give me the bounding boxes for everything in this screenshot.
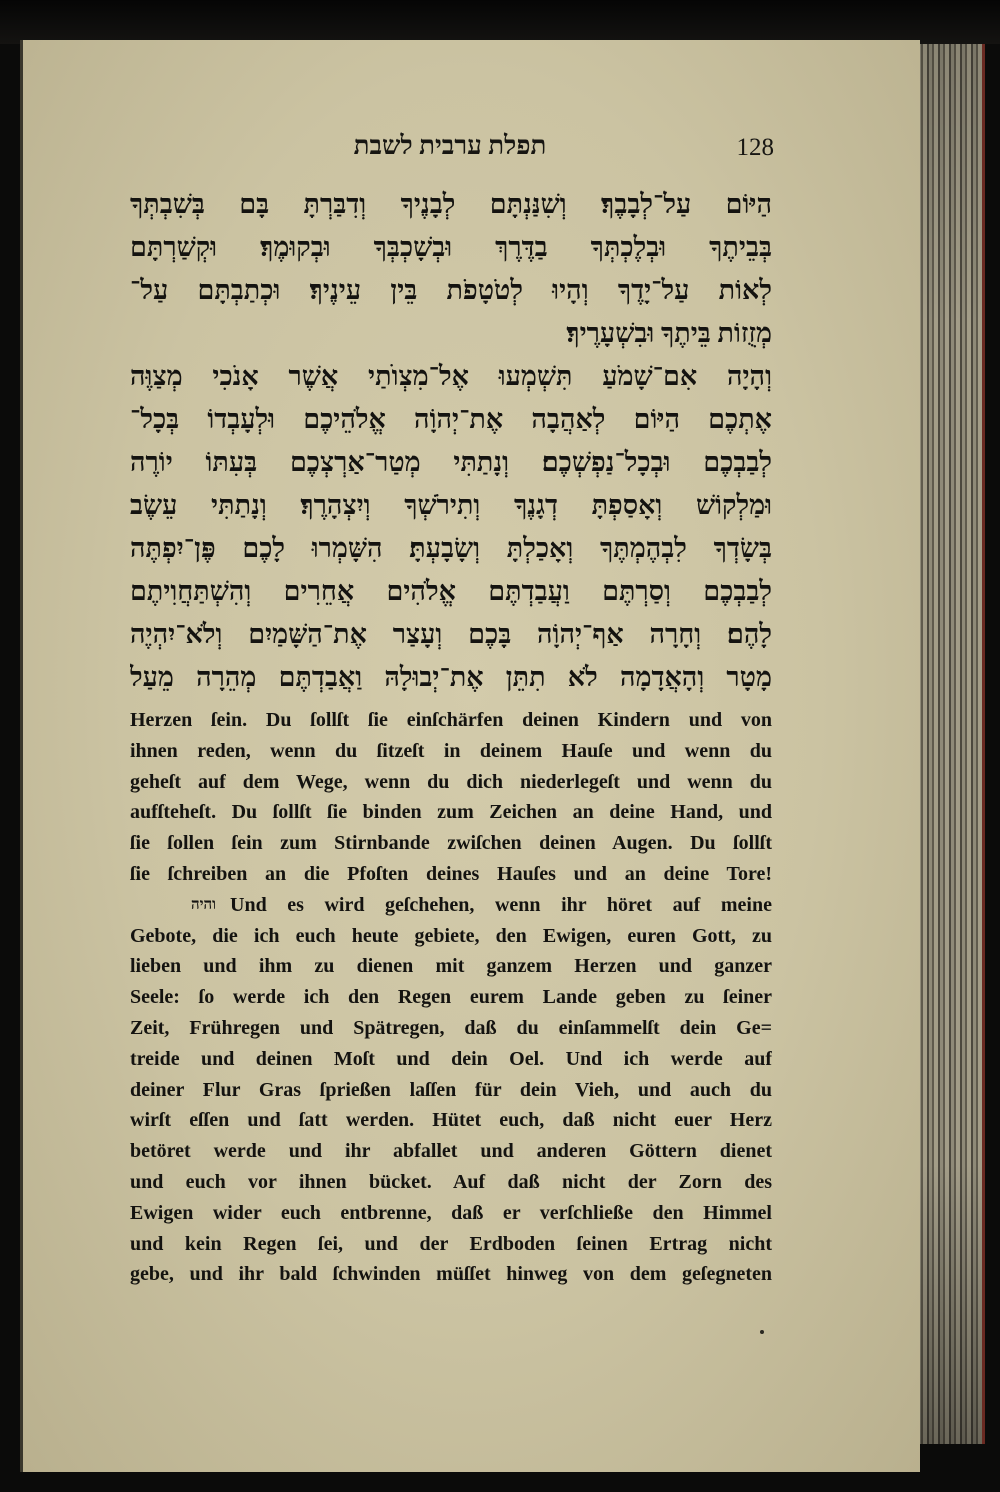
german-line: aufſteheſt. Du ſollſt ſie binden zum Zeichen an deine Hand, und [130,801,772,824]
german-line: lieben und ihm zu dienen mit ganzem Herzen und ganzer [130,955,772,978]
hebrew-line: לְבַבְכֶם וּבְכָל־נַפְשְׁכֶם׃ וְנָתַתִּי מְטַר־אַרְצְכֶם בְּעִתּוֹ יוֹרֶה [130,447,772,477]
hebrew-line: בְּבֵיתֶךָ וּבְלֶכְתְּךָ בַדֶּרֶךְ וּבְשָׁכְבְּךָ וּבְקוּמֶךָ׃ וּקְשַׁרְתָּם [130,232,772,262]
hebrew-line: לָהֶם׃ וְחָרָה אַף־יְהוָֹה בָּכֶם וְעָצַר אֶת־הַשָּׁמַיִם וְלֹא־יִהְיֶה [130,619,772,649]
running-title: תפלת ערבית לשבת [353,131,547,160]
german-line: betöret werde und ihr abfallet und anderen Göttern dienet [130,1140,772,1163]
paper-speck [760,1330,764,1334]
german-line: deiner Flur Gras ſprießen laſſen für dein Vieh, und auch du [130,1078,772,1101]
german-line: und kein Regen ſei, und der Erdboden ſeinen Ertrag nicht [130,1232,772,1255]
german-line: und euch vor ihnen bücket. Auf daß nicht der Zorn des [130,1170,772,1193]
german-line: Seele: ſo werde ich den Regen eurem Lande geben zu ſeiner [130,986,772,1009]
german-line: Zeit, Frühregen und Spätregen, daß du einſammelſt dein Ge= [130,1016,772,1039]
marginal-hebrew-keyword: והיה [190,896,216,913]
hebrew-line: לְבַבְכֶם וְסַרְתֶּם וַעֲבַדְתֶּם אֱלֹהִים אֲחֵרִים וְהִשְׁתַּחֲוִיתֶם [130,576,772,606]
hebrew-text-block [130,183,772,699]
german-line: Und es wird geſchehen, wenn ihr höret auf meine [230,893,772,916]
german-translation-block [130,705,772,1290]
hebrew-line: וּמַלְקוֹשׁ וְאָסַפְתָּ דְגָנֶךָ וְתִירֹשְׁךָ וְיִצְהָרֶךָ׃ וְנָתַתִּי עֵשֶׂב [130,490,772,520]
scan-background-top [0,0,1000,44]
german-line: ihnen reden, wenn du ſitzeſt in deinem Hauſe und wenn du [130,739,772,762]
page-number: 128 [736,134,774,161]
german-line: Ewigen wider euch entbrenne, daß er verſchließe den Himmel [130,1201,772,1224]
german-line: wirſt eſſen und ſatt werden. Hütet euch, daß nicht euer Herz [130,1109,772,1132]
hebrew-line: מְזֻזוֹת בֵּיתֶךָ וּבִשְׁעָרֶיךָ׃ [566,318,772,348]
hebrew-line: בְּשָׂדְךָ לִבְהֶמְתֶּךָ וְאָכַלְתָּ וְשָׂבָעְתָּ׃ הִשָּׁמְרוּ לָכֶם פֶּן־יִפְתֶּה [130,533,772,563]
german-paragraph-start [130,890,772,921]
german-line: ſie ſchreiben an die Pfoſten deines Hauſes und an deine Tore! [130,862,772,885]
hebrew-line: מָטָר וְהָאֲדָמָה לֹא תִתֵּן אֶת־יְבוּלָהּ וַאֲבַדְתֶּם מְהֵרָה מֵעַל [130,662,772,692]
german-line: Gebote, die ich euch heute gebiete, den Ewigen, euren Gott, zu [130,924,772,947]
german-line: Herzen ſein. Du ſollſt ſie einſchärfen deinen Kindern und von [130,709,772,731]
german-line: gebe, und ihr bald ſchwinden müſſet hinweg von dem geſegneten [130,1263,772,1286]
hebrew-line: הַיּוֹם עַל־לְבָבֶךָ׃ וְשִׁנַּנְתָּם לְבָנֶיךָ וְדִבַּרְתָּ בָּם בְּשִׁבְתְּךָ [130,189,772,219]
book-page-edges-shadow [918,44,982,1444]
hebrew-line: אֶתְכֶם הַיּוֹם לְאַהֲבָה אֶת־יְהוָֹה אֱלֹהֵיכֶם וּלְעָבְדוֹ בְּכָל־ [130,404,772,434]
german-line: ſie ſollen ſein zum Stirnbande zwiſchen deinen Augen. Du ſollſt [130,832,772,855]
hebrew-line: וְהָיָה אִם־שָׁמֹעַ תִּשְׁמְעוּ אֶל־מִצְוֺתַי אֲשֶׁר אָנֹכִי מְצַוֶּה [130,361,772,391]
hebrew-line: לְאוֹת עַל־יָדֶךָ וְהָיוּ לְטֹטָפֹת בֵּין עֵינֶיךָ׃ וּכְתַבְתָּם עַל־ [130,275,772,305]
german-line: treide und deinen Moſt und dein Oel. Und ich werde auf [130,1047,772,1070]
german-line: geheſt auf dem Wege, wenn du dich niederlegeſt und wenn du [130,770,772,793]
